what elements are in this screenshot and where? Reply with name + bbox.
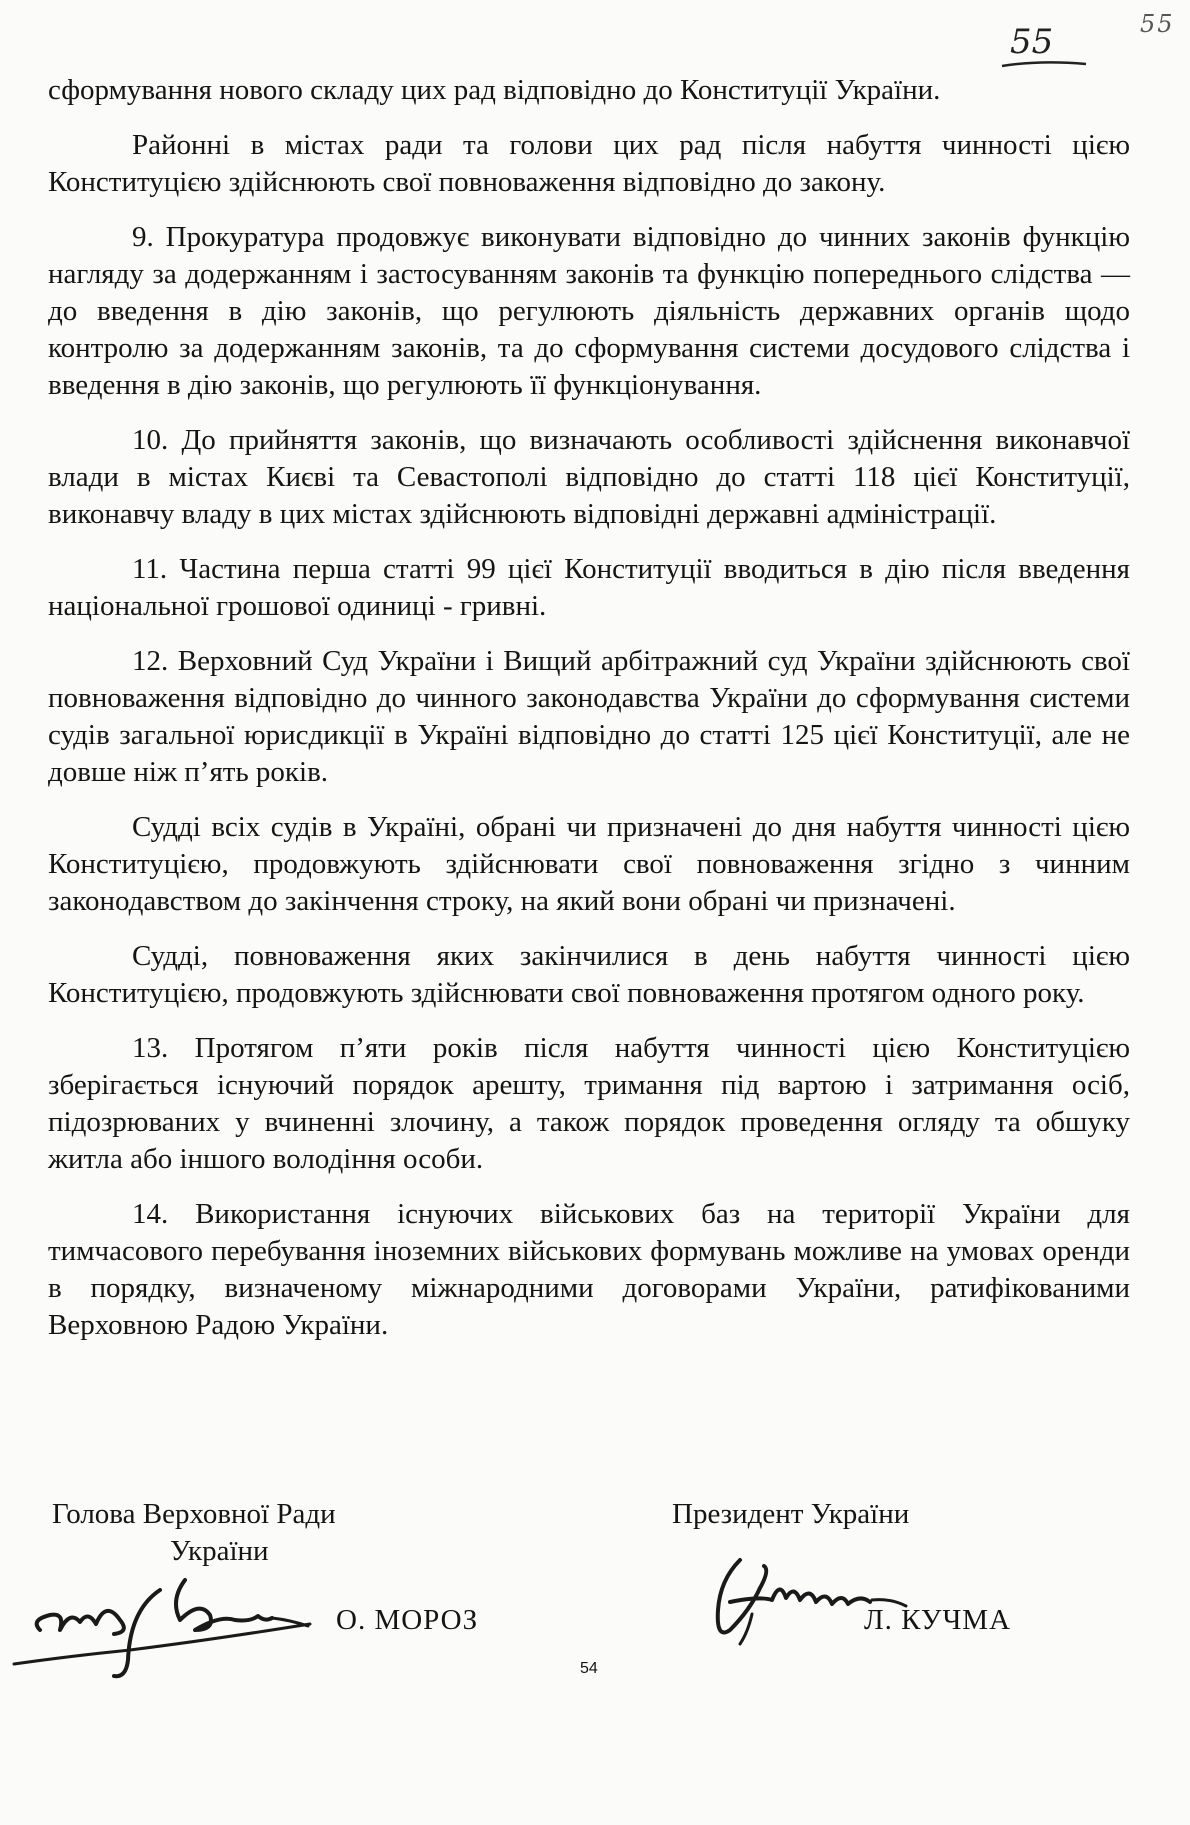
paragraph: Судді, повноваження яких закінчилися в день набуття чинності цією Конституцією, продовжують здійснювати свої повноваження протягом одного року. bbox=[48, 940, 1130, 1009]
paragraph: 14. Використання існуючих військових баз на території України для тимчасового перебування іноземних військових формувань можливе на умовах оренди в порядку, визначеному міжнародними договорами України, ратифікованими Верховною Радою України. bbox=[48, 1198, 1130, 1341]
moroz-signature-icon bbox=[10, 1560, 330, 1680]
handwritten-underline bbox=[1000, 58, 1090, 72]
left-signatory-name: О. МОРОЗ bbox=[336, 1604, 479, 1636]
paragraph: Судді всіх судів в Україні, обрані чи призначені до дня набуття чинності цією Конституцією, продовжують здійснювати свої повноваження згідно з чинним законодавством до закінчення строку, на який вони обрані чи призначені. bbox=[48, 811, 1130, 917]
handwritten-page-mark: 55 bbox=[1010, 22, 1054, 62]
right-signatory-title: Президент України bbox=[672, 1498, 910, 1530]
paragraph: 11. Частина перша статті 99 цієї Конституції вводиться в дію після введення національної грошової одиниці - гривні. bbox=[48, 553, 1130, 622]
right-signatory-name: Л. КУЧМА bbox=[864, 1604, 1012, 1636]
paragraph: Районні в містах ради та голови цих рад після набуття чинності цією Конституцією здійснюють свої повноваження відповідно до закону. bbox=[48, 129, 1130, 198]
paragraph: 9. Прокуратура продовжує виконувати відповідно до чинних законів функцію нагляду за додержанням і застосуванням законів та функцію попереднього слідства — до введення в дію законів, що регулюють діяльність державних органів щодо контролю за додержанням законів, та до сформування системи досудового слідства і введення в дію законів, що регулюють її функціонування. bbox=[48, 221, 1130, 401]
left-signatory-title bbox=[52, 1496, 336, 1570]
pencil-page-mark: 55 bbox=[1140, 10, 1175, 38]
left-title-line: України bbox=[170, 1535, 269, 1567]
paragraph: сформування нового складу цих рад відповідно до Конституції України. bbox=[48, 74, 941, 106]
paragraph: 12. Верховний Суд України і Вищий арбітражний суд України здійснюють свої повноваження відповідно до чинного законодавства України до сформування системи судів загальної юрисдикції в Україні відповідно до статті 125 цієї Конституції, але не довше ніж п’ять років. bbox=[48, 645, 1130, 788]
paragraph: 10. До прийняття законів, що визначають особливості здійснення виконавчої влади в містах Києві та Севастополі відповідно до статті 118 цієї Конституції, виконавчу владу в цих містах здійснюють відповідні державні адміністрації. bbox=[48, 424, 1130, 530]
paragraph: 13. Протягом п’яти років після набуття чинності цією Конституцією зберігається існуючий порядок арешту, тримання під вартою і затримання осіб, підозрюваних у вчиненні злочину, а також порядок проведення огляду та обшуку житла або іншого володіння особи. bbox=[48, 1032, 1130, 1175]
left-title-line: Голова Верховної Ради bbox=[52, 1498, 336, 1530]
page-number: 54 bbox=[580, 1660, 598, 1677]
document-body bbox=[48, 72, 1130, 1362]
